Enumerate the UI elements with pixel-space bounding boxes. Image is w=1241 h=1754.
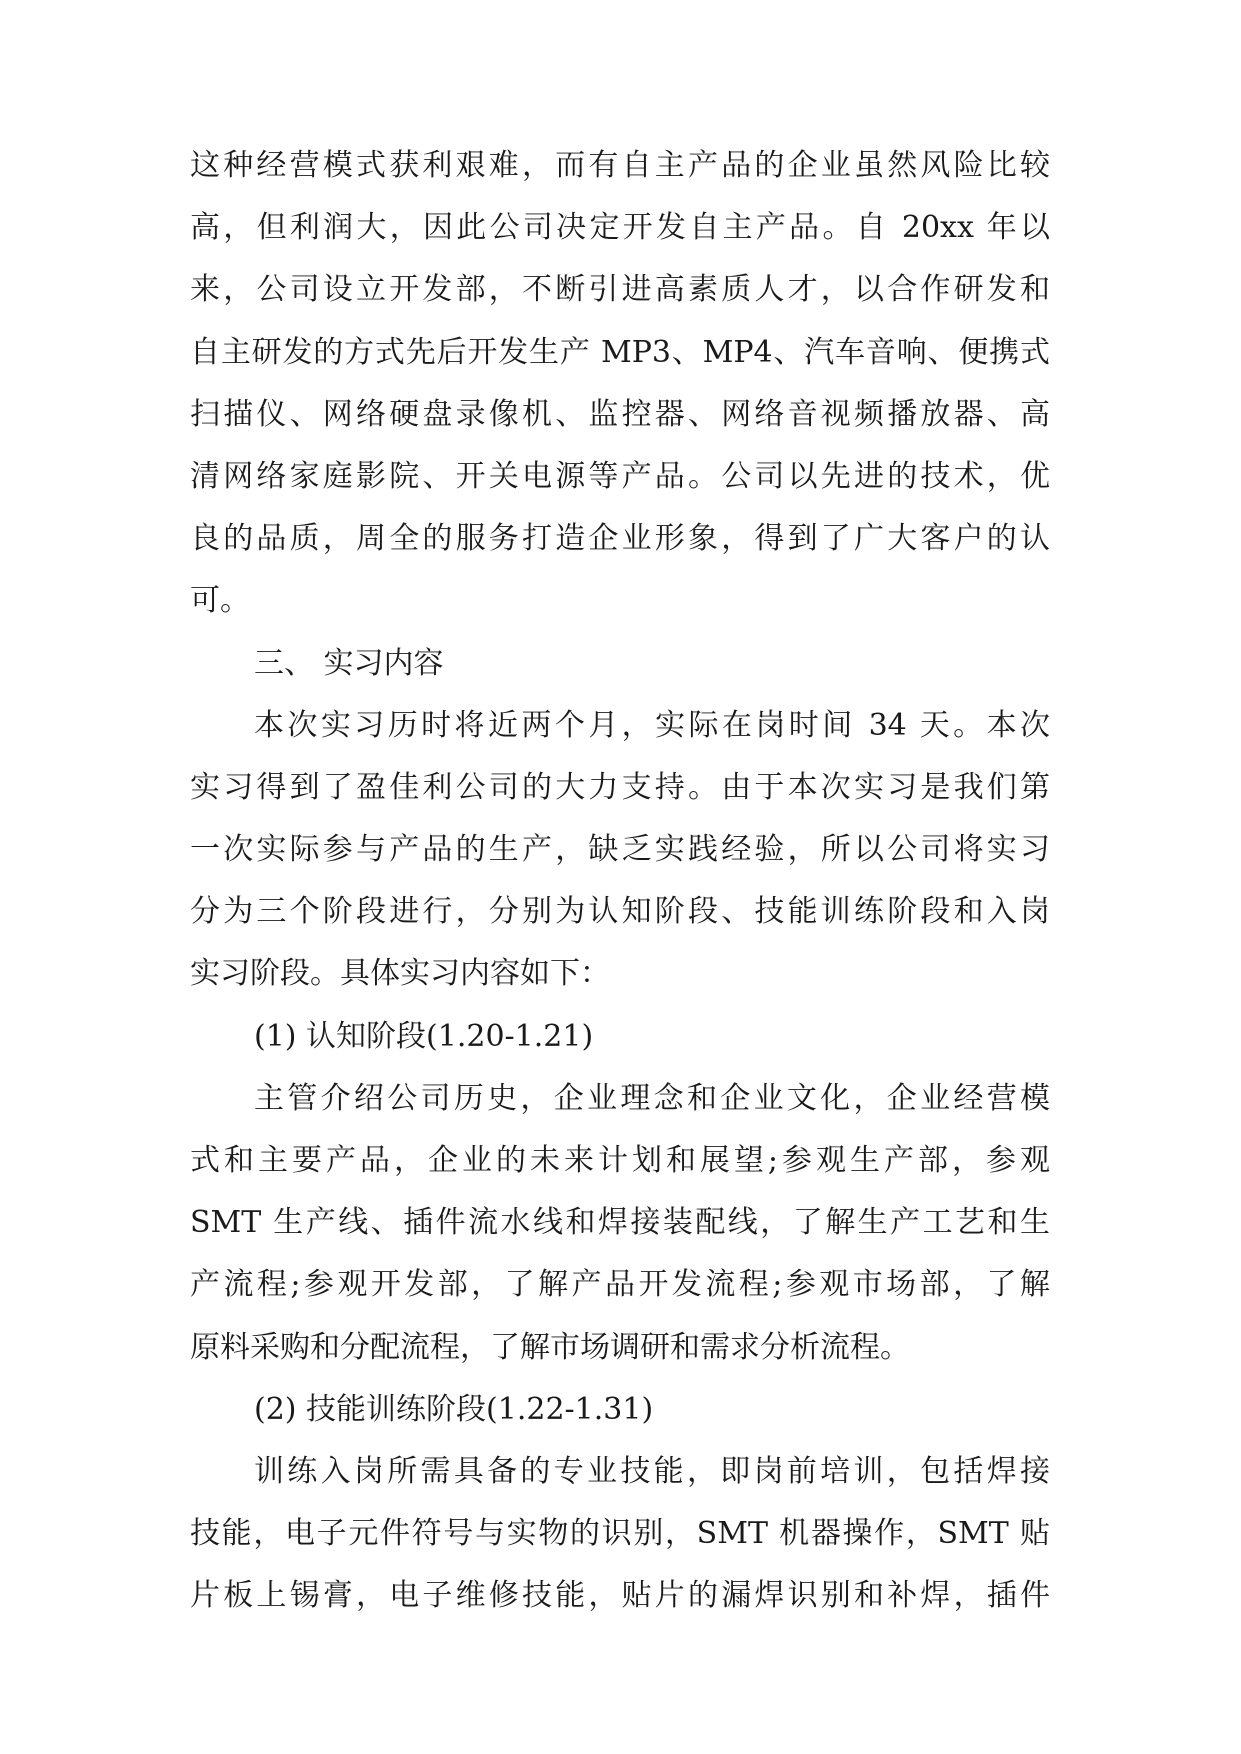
body-line: SMT 生产线、插件流水线和焊接装配线，了解生产工艺和生 — [190, 1205, 1050, 1241]
subsection-heading: (1) 认知阶段(1.20-1.21) — [254, 1018, 594, 1054]
body-line: 来，公司设立开发部，不断引进高素质人才，以合作研发和 — [190, 272, 1050, 308]
body-line: 自主研发的方式先后开发生产 MP3、MP4、汽车音响、便携式 — [190, 334, 1050, 370]
section-heading: 三、 实习内容 — [254, 645, 444, 681]
body-line: 技能，电子元件符号与实物的识别，SMT 机器操作，SMT 贴 — [190, 1516, 1050, 1552]
body-line: 这种经营模式获利艰难，而有自主产品的企业虽然风险比较 — [190, 148, 1050, 183]
body-line: 一次实际参与产品的生产，缺乏实践经验，所以公司将实习 — [190, 832, 1050, 868]
body-line: 产流程;参观开发部，了解产品开发流程;参观市场部，了解 — [190, 1267, 1050, 1303]
body-line: 式和主要产品，企业的未来计划和展望;参观生产部，参观 — [190, 1143, 1050, 1178]
body-line: 可。 — [190, 583, 250, 619]
paragraph-first-line: 主管介绍公司历史，企业理念和企业文化，企业经营模 — [254, 1080, 1050, 1116]
body-line: 扫描仪、网络硬盘录像机、监控器、网络音视频播放器、高 — [190, 396, 1050, 432]
body-line: 片板上锡膏，电子维修技能，贴片的漏焊识别和补焊，插件 — [190, 1578, 1050, 1614]
body-line: 分为三个阶段进行，分别为认知阶段、技能训练阶段和入岗 — [190, 894, 1050, 930]
body-line: 高，但利润大，因此公司决定开发自主产品。自 20xx 年以 — [190, 210, 1050, 246]
subsection-heading: (2) 技能训练阶段(1.22-1.31) — [254, 1391, 654, 1427]
body-line: 实习得到了盈佳利公司的大力支持。由于本次实习是我们第 — [190, 769, 1050, 805]
body-line: 实习阶段。具体实习内容如下： — [190, 956, 610, 992]
body-line: 良的品质，周全的服务打造企业形象，得到了广大客户的认 — [190, 521, 1050, 557]
body-line: 原料采购和分配流程，了解市场调研和需求分析流程。 — [190, 1329, 910, 1365]
paragraph-first-line: 本次实习历时将近两个月，实际在岗时间 34 天。本次 — [254, 707, 1050, 743]
paragraph-first-line: 训练入岗所需具备的专业技能，即岗前培训，包括焊接 — [254, 1453, 1050, 1489]
body-line: 清网络家庭影院、开关电源等产品。公司以先进的技术，优 — [190, 458, 1050, 494]
document-body — [190, 135, 1050, 1628]
